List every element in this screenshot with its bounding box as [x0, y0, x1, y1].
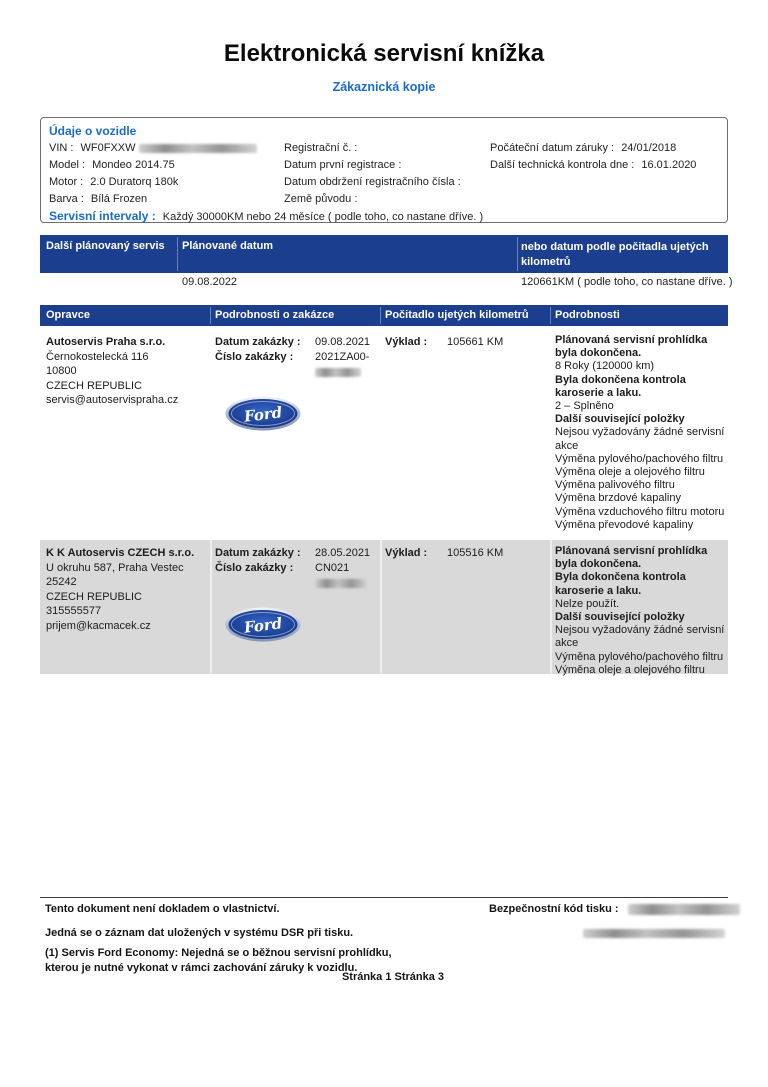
- order-date-value: 09.08.2021: [315, 336, 371, 348]
- economy-note-line1: (1) Servis Ford Economy: Nejedná se o běžnou servisní prohlídku,: [45, 947, 392, 959]
- registration-received-label: Datum obdržení registračního čísla :: [284, 176, 461, 188]
- repairer-info: [46, 335, 206, 408]
- next-inspection-label: Další technická kontrola dne :: [490, 159, 635, 171]
- next-service-col2-header: Plánované datum: [182, 240, 274, 252]
- column-separator: [380, 307, 381, 324]
- order-number-label: Číslo zakázky :: [215, 562, 294, 574]
- registration-number-label: Registrační č. :: [284, 142, 358, 154]
- motor-label: Motor :: [49, 176, 84, 188]
- color-row: [49, 193, 147, 205]
- detail-line: Plánovaná servisní prohlídka byla dokončena.: [555, 545, 708, 571]
- svg-text:Ford: Ford: [243, 614, 284, 637]
- detail-line: 8 Roky (120000 km): [555, 360, 655, 373]
- planned-date-value: 09.08.2022: [182, 276, 238, 288]
- first-registration-label: Datum první registrace :: [284, 159, 402, 171]
- next-inspection-value: 16.01.2020: [641, 159, 697, 171]
- service-intervals-row: [49, 209, 483, 223]
- column-separator: [210, 307, 211, 324]
- order-number-label: Číslo zakázky :: [215, 351, 294, 363]
- repairer-name: K K Autoservis CZECH s.r.o.: [46, 547, 195, 559]
- detail-line: Další související položky: [555, 611, 685, 624]
- next-inspection-row: [490, 159, 696, 171]
- order-number-redaction: [315, 579, 367, 588]
- repairer-phone: 315555577: [46, 605, 102, 617]
- warranty-start-value: 24/01/2018: [621, 142, 677, 154]
- order-details: [215, 546, 383, 645]
- security-code-redaction: [628, 904, 740, 915]
- repairer-name: Autoservis Praha s.r.o.: [46, 336, 166, 348]
- ownership-note: Tento dokument není dokladem o vlastnictví.: [45, 903, 280, 915]
- security-code-label: Bezpečnostní kód tisku :: [489, 903, 619, 915]
- detail-line: Výměna vzduchového filtru motoru: [555, 505, 725, 518]
- motor-value: 2.0 Duratorq 180k: [90, 176, 179, 188]
- detail-line: Výměna oleje a olejového filtru: [555, 663, 705, 676]
- service-record-row: [40, 540, 728, 674]
- odometer-value: 105661 KM: [447, 336, 504, 348]
- order-date-row: [215, 546, 383, 561]
- svg-text:Ford: Ford: [243, 403, 284, 426]
- record-details: [555, 545, 727, 677]
- order-date-label: Datum zakázky :: [215, 336, 301, 348]
- detail-line: 2 – Splněno: [555, 400, 614, 413]
- color-value: Bílá Frozen: [90, 193, 148, 205]
- vin-redaction: [139, 144, 257, 153]
- records-header-bar: [40, 305, 728, 326]
- repairer-address-line: CZECH REPUBLIC: [46, 590, 142, 603]
- detail-line: Výměna brzdové kapaliny: [555, 492, 681, 505]
- detail-line: Byla dokončena kontrola karoserie a laku.: [555, 373, 686, 399]
- odometer-label: Výklad :: [385, 336, 428, 348]
- records-col2-header: Podrobnosti o zakázce: [215, 309, 335, 321]
- odometer-label: Výklad :: [385, 547, 428, 559]
- order-date-label: Datum zakázky :: [215, 547, 301, 559]
- order-date-value: 28.05.2021: [315, 547, 371, 559]
- vehicle-section-title: Údaje o vozidle: [49, 124, 137, 138]
- model-value: Mondeo 2014.75: [92, 159, 175, 171]
- odometer-value: 105516 KM: [447, 547, 504, 559]
- footer-divider: [40, 897, 728, 898]
- repairer-email: servis@autoservispraha.cz: [46, 394, 179, 406]
- order-number-row: [215, 561, 383, 591]
- security-code-row: [489, 903, 740, 915]
- order-number-row: [215, 350, 383, 380]
- records-col4-header: Podrobnosti: [555, 309, 620, 321]
- repairer-address-line: 25242: [46, 576, 77, 588]
- vin-row: [49, 142, 257, 154]
- odometer-info: [385, 335, 550, 350]
- footer-redaction: [583, 929, 725, 938]
- model-label: Model :: [49, 159, 86, 171]
- model-row: [49, 159, 175, 171]
- order-date-row: [215, 335, 383, 350]
- service-record-row: [40, 329, 728, 537]
- warranty-start-row: [490, 142, 676, 154]
- repairer-address-line: 10800: [46, 365, 77, 377]
- ford-logo-icon: [225, 607, 301, 642]
- detail-line: Výměna převodové kapaliny: [555, 518, 694, 531]
- detail-line: Výměna palivového filtru: [555, 479, 675, 492]
- planned-odometer-value: 120661KM ( podle toho, co nastane dříve. ): [521, 276, 733, 288]
- dsr-note: Jedná se o záznam dat uložených v systému DSR při tisku.: [45, 927, 354, 939]
- repairer-email: prijem@kacmacek.cz: [46, 619, 151, 632]
- detail-line: Výměna pylového/pachového filtru: [555, 452, 724, 465]
- records-col3-header: Počitadlo ujetých kilometrů: [385, 309, 529, 321]
- column-separator: [517, 237, 518, 271]
- vin-label: VIN :: [49, 142, 74, 154]
- column-separator: [550, 540, 552, 674]
- repairer-address-line: CZECH REPUBLIC: [46, 379, 142, 392]
- motor-row: [49, 176, 178, 188]
- vehicle-info-box: [40, 117, 728, 223]
- detail-line: Výměna pylového/pachového filtru: [555, 650, 724, 663]
- detail-line: Nejsou vyžadovány žádné servisní akce: [555, 426, 725, 452]
- warranty-start-label: Počáteční datum záruky :: [490, 142, 615, 154]
- next-service-header-bar: [40, 235, 728, 273]
- order-number-value: CN021: [315, 561, 383, 591]
- detail-line: Výměna oleje a olejového filtru: [555, 466, 705, 479]
- detail-line: Další související položky: [555, 413, 685, 426]
- repairer-address-line: Černokostelecká 116: [46, 350, 149, 363]
- detail-line: Nelze použít.: [555, 597, 620, 610]
- ford-logo-icon: [225, 396, 301, 431]
- order-number-value: 2021ZA00-: [315, 350, 383, 380]
- odometer-row: [385, 546, 550, 561]
- detail-line: Nejsou vyžadovány žádné servisní akce: [555, 624, 725, 650]
- service-intervals-value: Každý 30000KM nebo 24 měsíce ( podle toho, co nastane dříve. ): [162, 211, 484, 223]
- vin-value: WF0FXXW: [80, 142, 136, 154]
- odometer-info: [385, 546, 550, 561]
- service-intervals-label: Servisní intervaly :: [49, 209, 156, 223]
- repairer-info: [46, 546, 206, 633]
- page-number: Stránka 1 Stránka 3: [341, 971, 445, 983]
- next-service-col1-header: Další plánovaný servis: [46, 240, 165, 252]
- column-separator: [177, 237, 178, 271]
- order-number-redaction: [315, 368, 361, 377]
- economy-note-line2: kterou je nutné vykonat v rámci zachování záruky k vozidlu.: [45, 962, 358, 974]
- column-separator: [550, 307, 551, 324]
- customer-copy-subtitle: Zákaznická kopie: [332, 80, 436, 94]
- record-details: [555, 334, 727, 532]
- detail-line: Plánovaná servisní prohlídka byla dokončena.: [555, 334, 708, 360]
- records-col1-header: Opravce: [46, 309, 91, 321]
- column-separator: [210, 540, 212, 674]
- repairer-address-line: U okruhu 587, Praha Vestec: [46, 561, 184, 574]
- order-details: [215, 335, 383, 434]
- odometer-row: [385, 335, 550, 350]
- page-title: Elektronická servisní knížka: [223, 40, 545, 67]
- detail-line: Byla dokončena kontrola karoserie a laku.: [555, 571, 686, 597]
- next-service-col3-header: nebo datum podle počitadla ujetých kilometrů: [521, 241, 709, 268]
- color-label: Barva :: [49, 193, 84, 205]
- country-of-origin-label: Země původu :: [284, 193, 358, 205]
